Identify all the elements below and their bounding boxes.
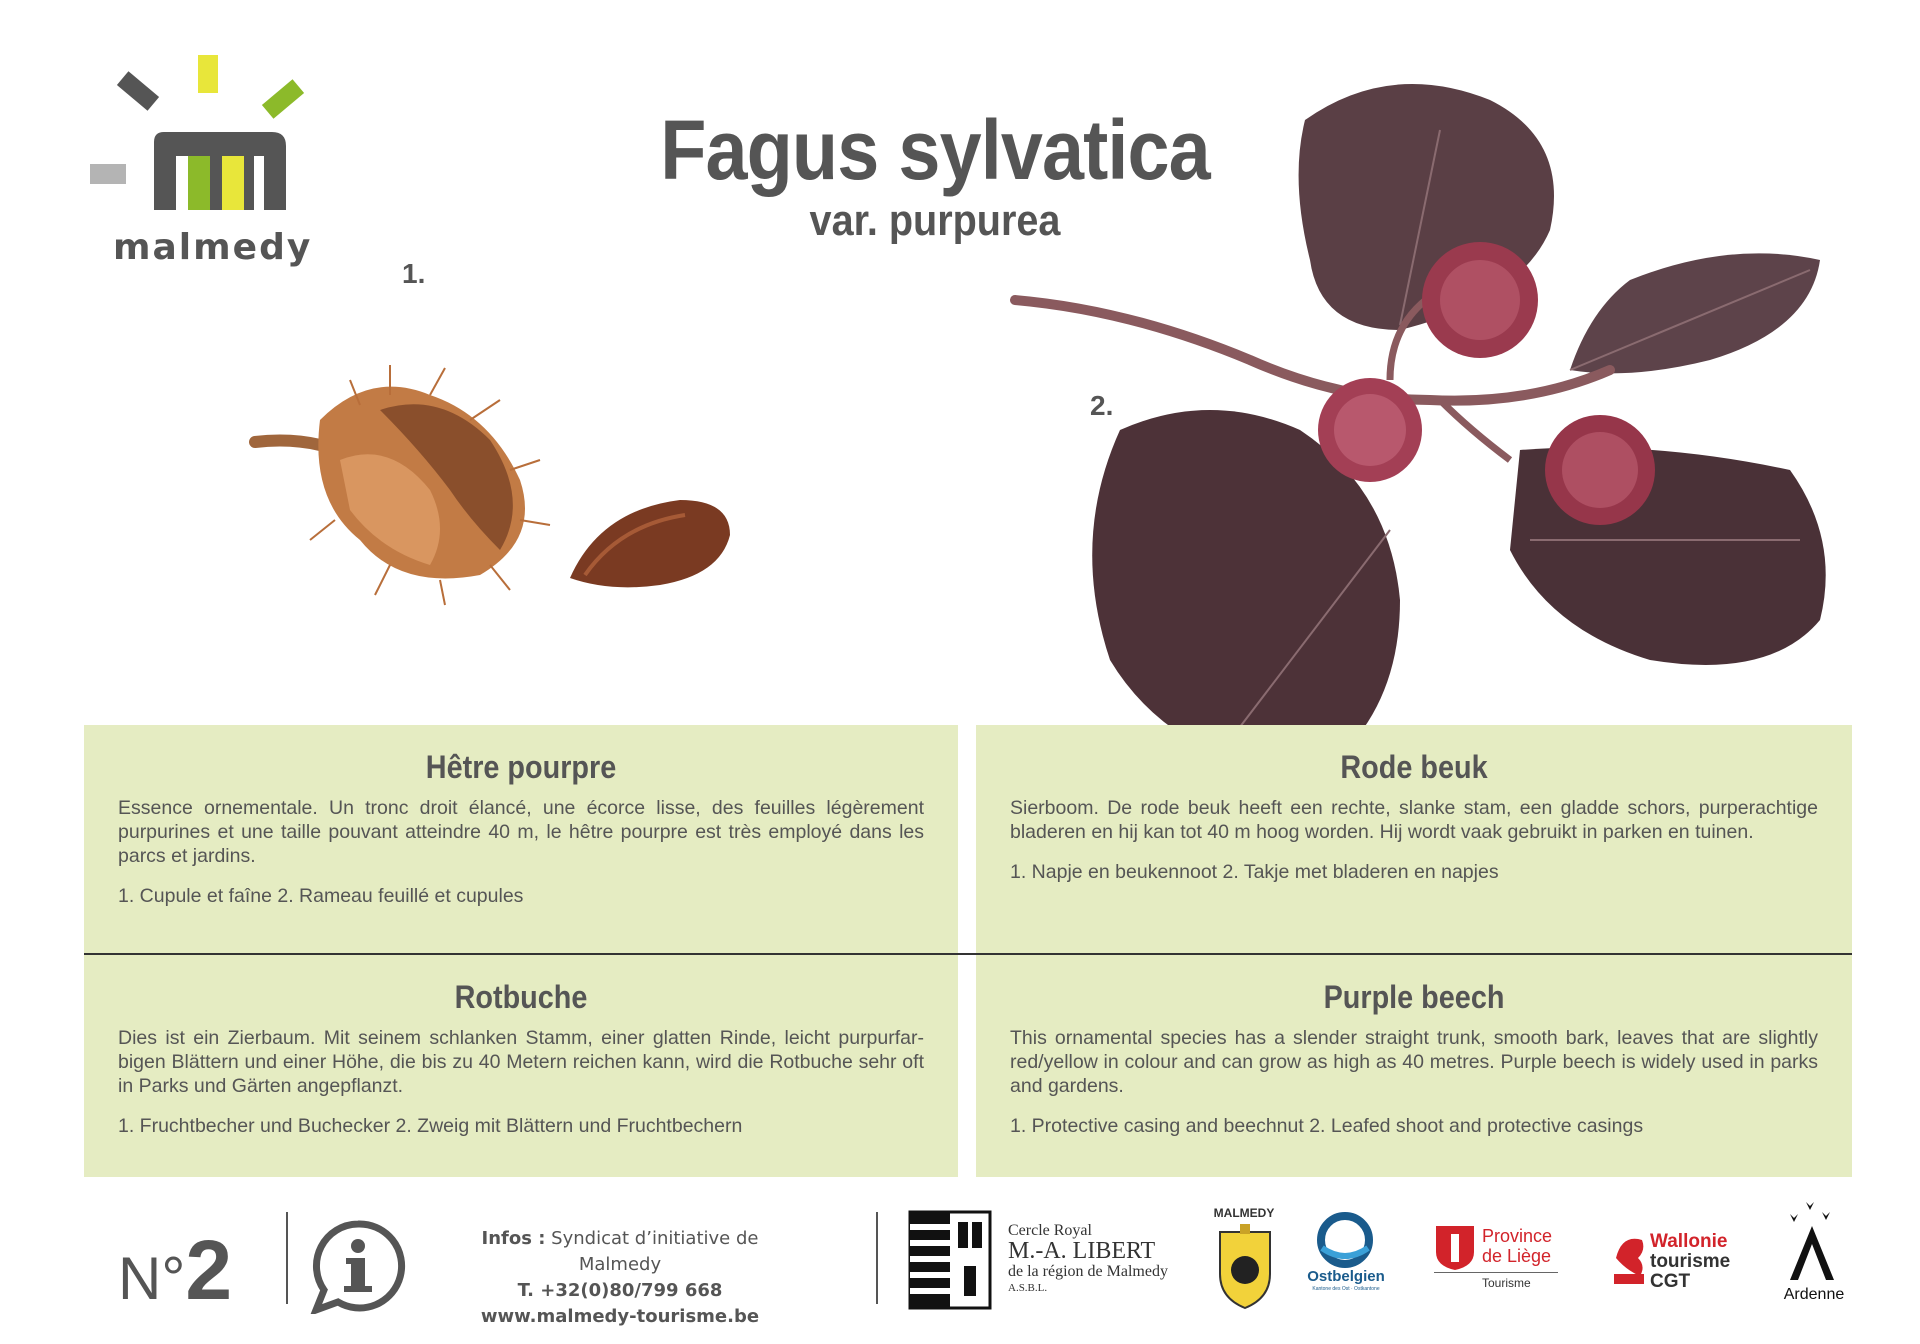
panel-heading: Rotbuche <box>454 979 588 1015</box>
panel-heading: Rode beuk <box>1340 749 1488 785</box>
number-prefix: N° <box>118 1245 186 1312</box>
panel-legend: 1. Cupule et faîne 2. Rameau feuillé et cupules <box>118 885 524 907</box>
description-panels <box>84 725 1852 1177</box>
malmedy-logo <box>88 52 313 282</box>
panel-dutch <box>976 725 1852 953</box>
malmedy-logo-mark <box>88 52 308 227</box>
malmedy-crest-icon <box>1212 1224 1278 1310</box>
panel-body: Dies ist ein Zierbaum. Mit seinem schlanken Stamm, einer glatten Rinde, leicht purpurfar-bigen Blättern und einer Höhe, die bis zu 40 Metern reichen kann, wird die Rotbuche sehr oft in Parks und Gärten angepflanzt. <box>118 1027 924 1097</box>
figure-label-1: 1. <box>402 258 426 289</box>
libert-line3: de la région de Malmedy <box>1008 1263 1168 1280</box>
province-line1: Province <box>1482 1226 1553 1246</box>
ostbelgien-logo-icon <box>1312 1212 1378 1268</box>
malmedy-crest-label: MALMEDY <box>1213 1206 1275 1220</box>
species-title: Fagus sylvatica <box>660 103 1210 197</box>
province-text <box>1482 1226 1552 1266</box>
panel-legend: 1. Fruchtbecher und Buchecker 2. Zweig mit Blättern und Fruchtbechern <box>118 1115 743 1137</box>
panel-body: Sierboom. De rode beuk heeft een rechte, slanke stam, een gladde schors, purperachtige bladeren en hij kan tot 40 m hoog worden. Hij wordt vaak gebruikt in parken en tuinen. <box>1010 797 1818 843</box>
panel-german <box>84 955 958 1177</box>
logo-wordmark: malmedy <box>113 227 313 268</box>
province-line3: Tourisme <box>1482 1276 1531 1290</box>
panel-heading: Purple beech <box>1323 979 1505 1015</box>
variety-subtitle: var. purpurea <box>809 196 1061 245</box>
panel-heading: Hêtre pourpre <box>425 749 617 785</box>
ardenne-label: Ardenne <box>1783 1286 1845 1303</box>
wallonie-line1: Wallonie <box>1650 1231 1728 1252</box>
panel-legend: 1. Protective casing and beechnut 2. Leafed shoot and protective casings <box>1010 1115 1644 1137</box>
panel-french <box>84 725 958 953</box>
wallonie-line3: CGT <box>1650 1271 1691 1292</box>
panel-body: Essence ornementale. Un tronc droit élancé, une écorce lisse, des feuilles légèrement purpurines et une taille pouvant atteindre 40 m, le hêtre pourpre est très employé dans les parcs et jardins. <box>118 797 924 867</box>
infos-label: Infos : <box>481 1228 546 1249</box>
footer-separator <box>286 1212 288 1304</box>
info-icon <box>308 1218 408 1314</box>
wallonie-text <box>1650 1232 1730 1292</box>
footer-separator <box>876 1212 878 1304</box>
website-link[interactable]: www.malmedy-tourisme.be <box>480 1306 760 1327</box>
number-value: 2 <box>185 1223 233 1317</box>
ostbelgien-label: Ostbelgien <box>1307 1268 1385 1285</box>
panel-legend: 1. Napje en beukennoot 2. Takje met bladeren en napjes <box>1010 861 1499 883</box>
contact-infos <box>440 1226 800 1330</box>
ostbelgien-sublabel: Kantone des Ost · Ostkantone <box>1312 1286 1380 1292</box>
wallonie-line2: tourisme <box>1650 1251 1731 1272</box>
panel-body: This ornamental species has a slender straight trunk, smooth bark, leaves that are slightly red/yellow in colour and can grow as high as 40 metres. Purple beech is widely used in parks and gardens. <box>1010 1027 1818 1097</box>
panel-english <box>976 955 1852 1177</box>
libert-crest-icon <box>908 1210 992 1310</box>
purple-beech-twig-image <box>1010 40 1870 800</box>
libert-line4: A.S.B.L. <box>1008 1282 1048 1294</box>
phone-number: T. +32(0)80/799 668 <box>517 1280 723 1301</box>
province-line2: de Liège <box>1482 1246 1552 1266</box>
ardenne-logo-icon <box>1784 1200 1840 1284</box>
libert-text <box>1008 1222 1168 1297</box>
cupule-and-beechnut-image <box>240 350 760 610</box>
libert-line2: M.-A. LIBERT <box>1008 1238 1156 1264</box>
figure-label-2: 2. <box>1090 390 1114 421</box>
wallonie-rooster-icon <box>1612 1230 1648 1286</box>
infos-org: Syndicat d’initiative de Malmedy <box>551 1228 759 1275</box>
sheet-number <box>118 1222 232 1319</box>
libert-line1: Cercle Royal <box>1008 1222 1092 1239</box>
province-liege-icon <box>1432 1222 1478 1272</box>
province-rule <box>1434 1272 1558 1273</box>
